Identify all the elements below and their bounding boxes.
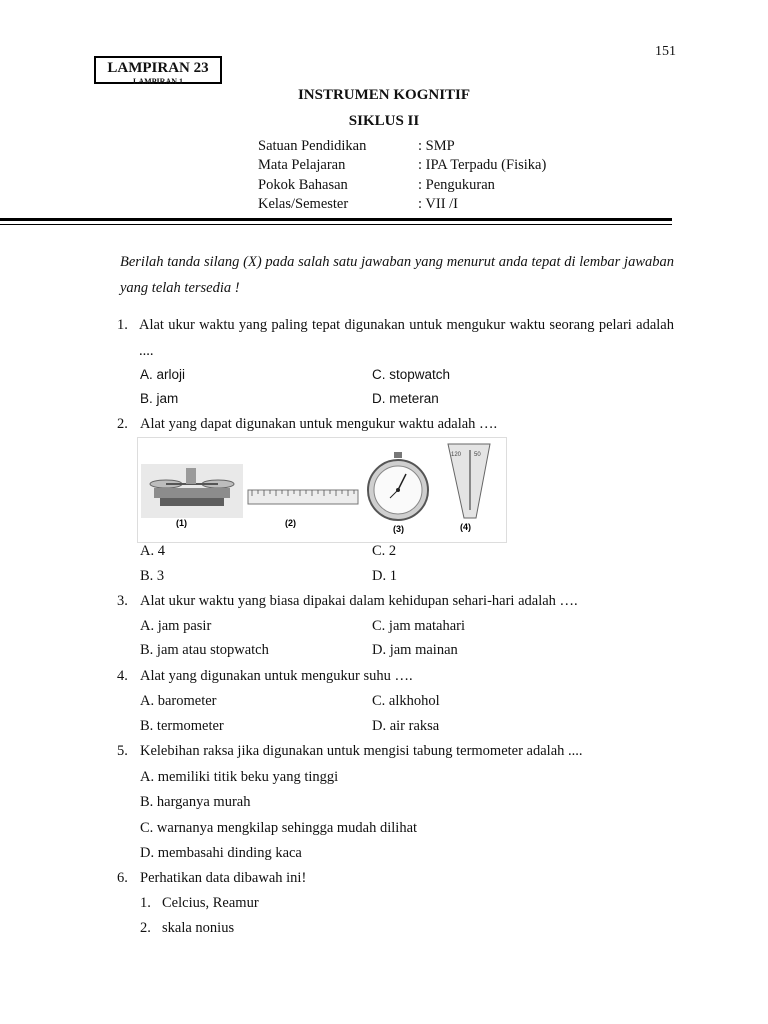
option-a: A. 4 (140, 543, 165, 559)
option-b: B. harganya murah (140, 794, 251, 810)
meta-key: Pokok Bahasan (258, 177, 348, 193)
stopwatch-icon (368, 452, 428, 520)
meta-value: : VII /I (418, 196, 459, 212)
meta-value: : Pengukuran (418, 177, 495, 193)
measuring-tools-illustration (138, 438, 506, 542)
question-number: 2. (117, 416, 128, 432)
question-number: 5. (117, 743, 128, 759)
option-d: D. membasahi dinding kaca (140, 845, 302, 861)
figure-label: (4) (460, 522, 471, 532)
question-number: 3. (117, 593, 128, 609)
ruler-icon (248, 490, 358, 504)
lampiran-ghost-label: LAMPIRAN 1 (133, 78, 183, 84)
meta-key: Kelas/Semester (258, 196, 349, 212)
option-a: A. memiliki titik beku yang tinggi (140, 769, 339, 785)
list-item-text: Celcius, Reamur (162, 895, 259, 911)
meta-value: : SMP (418, 138, 455, 154)
option-d: D. meteran (372, 391, 439, 406)
question-text: Alat ukur waktu yang biasa dipakai dalam kehidupan sehari-hari adalah …. (140, 593, 578, 609)
option-c: C. warnanya mengkilap sehingga mudah dilihat (140, 820, 418, 836)
question-text: Alat yang digunakan untuk mengukur suhu …. (140, 668, 413, 684)
option-a: A. arloji (140, 367, 186, 382)
header-rule-thick (0, 218, 672, 221)
header-rule-thin (0, 224, 672, 225)
svg-text:120: 120 (451, 452, 462, 458)
option-b: B. jam atau stopwatch (140, 642, 269, 658)
list-item-text: skala nonius (162, 920, 235, 936)
option-d: D. 1 (372, 568, 397, 584)
meta-key: Mata Pelajaran (258, 157, 346, 173)
option-c: C. 2 (372, 543, 397, 559)
question-text: Alat yang dapat digunakan untuk mengukur waktu adalah …. (140, 416, 498, 432)
option-a: A. barometer (140, 693, 217, 709)
question-number: 1. (117, 317, 128, 333)
list-item-number: 1. (140, 895, 151, 911)
question-text: Kelebihan raksa jika digunakan untuk mengisi tabung termometer adalah .... (140, 743, 583, 759)
question-text: Alat ukur waktu yang paling tepat digunakan untuk mengukur waktu seorang pelari adalah .... (139, 317, 674, 359)
list-item-number: 2. (140, 920, 151, 936)
question-number: 6. (117, 870, 128, 886)
balance-scale-icon (141, 464, 243, 518)
svg-text:50: 50 (474, 452, 481, 458)
question-number: 4. (117, 668, 128, 684)
meta-key: Satuan Pendidikan (258, 138, 367, 154)
option-b: B. termometer (140, 718, 224, 734)
document-title: INSTRUMEN KOGNITIF (297, 87, 471, 103)
option-a: A. jam pasir (140, 618, 212, 634)
lampiran-box (94, 56, 222, 84)
question-text: Perhatikan data dibawah ini! (140, 870, 307, 886)
page-number: 151 (655, 44, 676, 59)
option-b: B. jam (140, 391, 179, 406)
option-c: C. stopwatch (372, 367, 451, 382)
option-c: C. alkhohol (372, 693, 440, 709)
option-b: B. 3 (140, 568, 165, 584)
option-d: D. jam mainan (372, 642, 458, 658)
option-c: C. jam matahari (372, 618, 466, 634)
thermometer-icon (448, 444, 490, 518)
document-subtitle: SIKLUS II (348, 113, 420, 129)
figure-label: (2) (285, 518, 296, 528)
lampiran-label: LAMPIRAN 23 (107, 60, 209, 76)
option-d: D. air raksa (372, 718, 440, 734)
figure-label: (1) (176, 518, 187, 528)
measuring-tools-figure (137, 437, 507, 543)
instruction-text: Berilah tanda silang (X) pada salah satu jawaban yang menurut anda tepat di lembar jawaban yang telah tersedia ! (120, 254, 674, 296)
figure-label: (3) (393, 524, 404, 534)
meta-value: : IPA Terpadu (Fisika) (418, 157, 547, 173)
